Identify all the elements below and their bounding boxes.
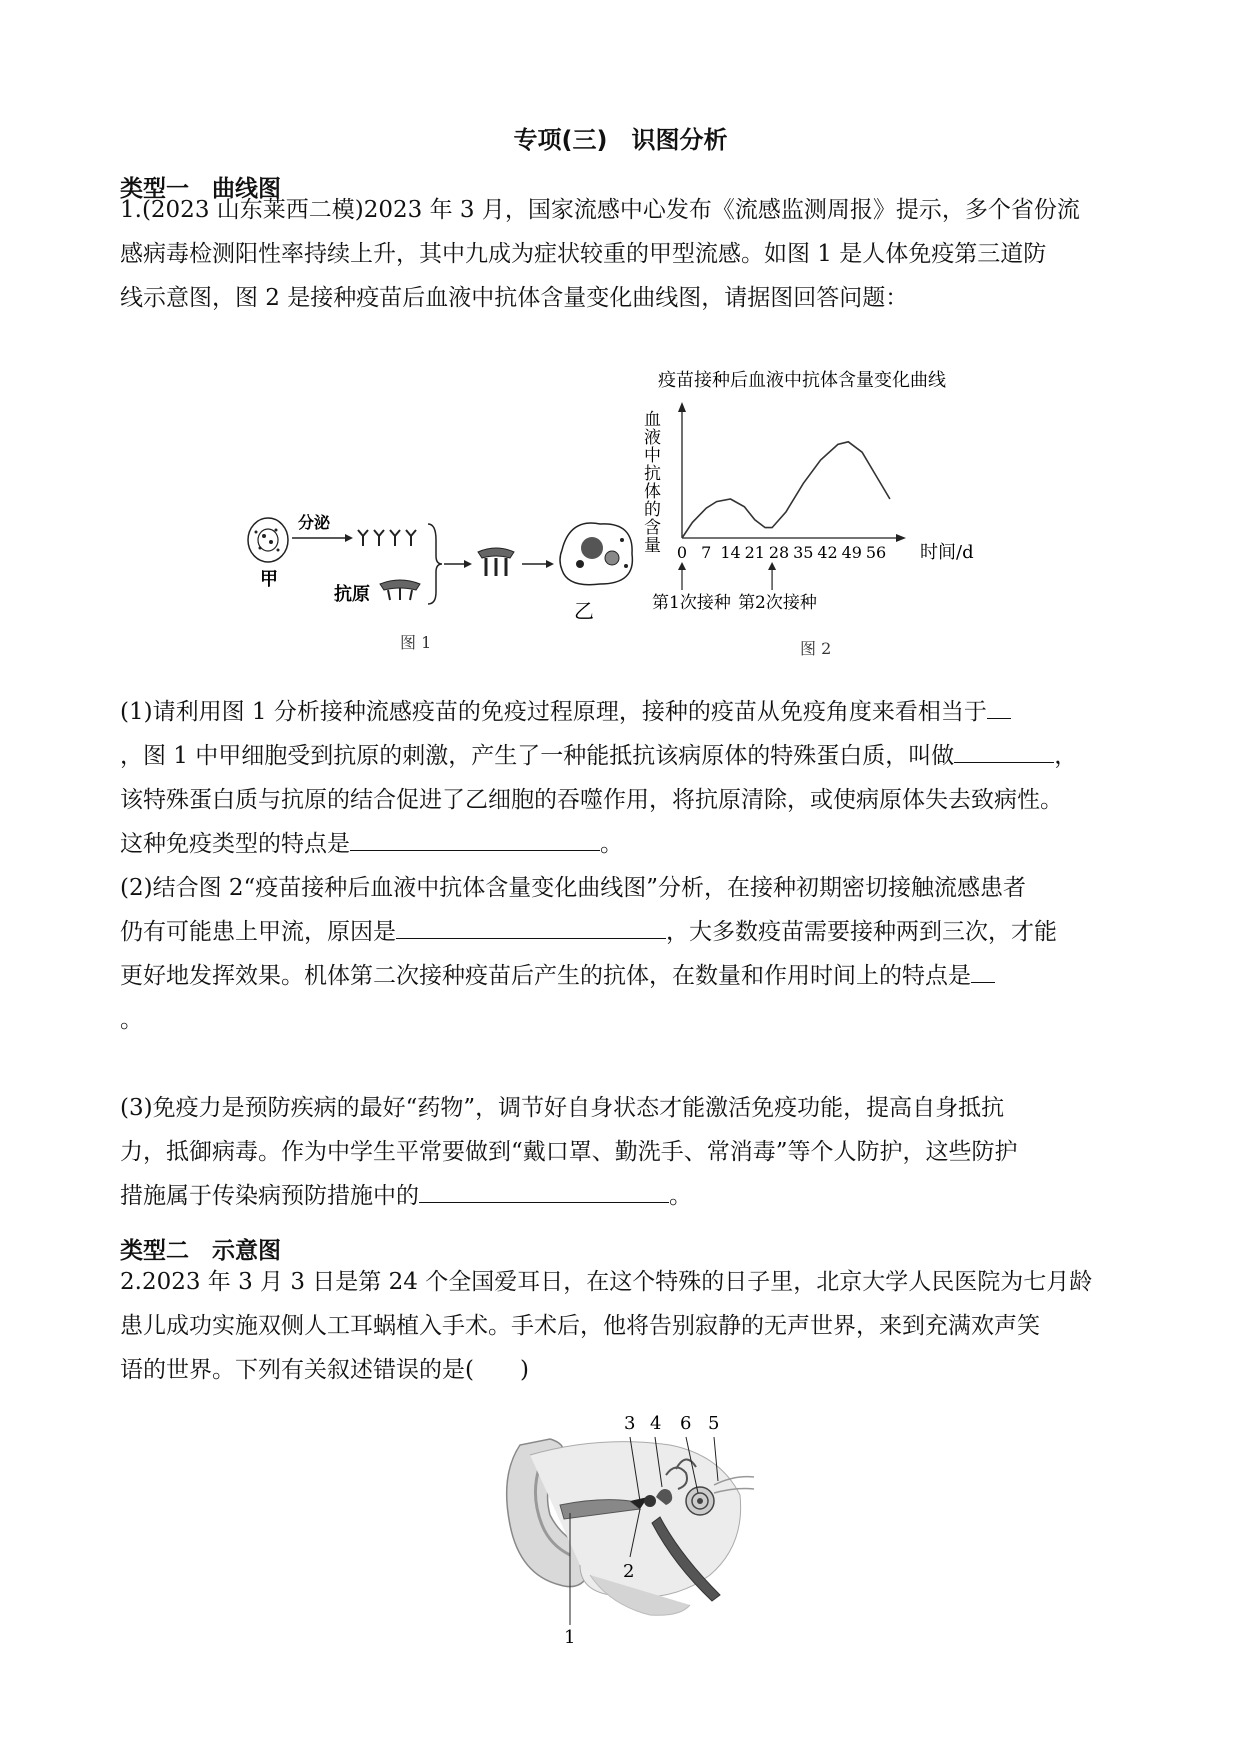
q1-p1-text: ，: [1054, 743, 1078, 769]
phagocyte-icon: [560, 523, 632, 585]
x-tick-label: 28: [768, 543, 790, 562]
answer-blank[interactable]: [396, 912, 666, 939]
x-tick-label: 49: [841, 543, 862, 562]
second-dose-label: 第2次接种: [738, 593, 817, 613]
question-1-part-1: [120, 690, 1130, 866]
q1-p1-text: 。: [600, 831, 623, 857]
q2-intro-line: 2.2023 年 3 月 3 日是第 24 个全国爱耳日，在这个特殊的日子里，北京大学人民医院为七月龄: [120, 1269, 1093, 1295]
q2-intro-line: 患儿成功实施双侧人工耳蜗植入手术。手术后，他将告别寂静的无声世界，来到充满欢声笑: [120, 1313, 1040, 1339]
chart-ylabel: 血液中抗体的含量: [640, 410, 660, 554]
chart-title: 疫苗接种后血液中抗体含量变化曲线: [658, 370, 946, 391]
ear-label-4: 4: [650, 1413, 662, 1434]
answer-blank[interactable]: [971, 956, 995, 983]
q2-intro-line: 语的世界。下列有关叙述错误的是( ): [120, 1357, 529, 1383]
q1-p2-text: ，大多数疫苗需要接种两到三次，才能: [666, 919, 1057, 945]
q1-p3-text: 力，抵御病毒。作为中学生平常要做到“戴口罩、勤洗手、常消毒”等个人防护，这些防护: [120, 1139, 1018, 1165]
page-title: 专项(三) 识图分析: [513, 126, 728, 154]
q1-p2-text: 更好地发挥效果。机体第二次接种疫苗后产生的抗体，在数量和作用时间上的特点是: [120, 963, 971, 989]
x-tick-label: 42: [817, 543, 838, 562]
brace: [428, 524, 442, 604]
q1-p2-text: 仍有可能患上甲流，原因是: [120, 919, 396, 945]
q1-p1-text: ，图 1 中甲细胞受到抗原的刺激，产生了一种能抵抗该病原体的特殊蛋白质，叫做: [120, 743, 955, 769]
figure-2-antibody-chart: [630, 360, 1010, 660]
ear-label-1: 1: [564, 1627, 576, 1645]
chart-axes: [678, 402, 906, 542]
x-tick-label: 35: [793, 543, 814, 562]
dose-arrows: [678, 562, 776, 590]
antigen-label: 抗原: [334, 584, 370, 605]
q1-intro-line: 1.(2023 山东莱西二模)2023 年 3 月，国家流感中心发布《流感监测周报》提示，多个省份流: [120, 197, 1080, 223]
question-1-intro: [120, 188, 1130, 320]
figure-1-caption: 图 1: [400, 633, 432, 652]
x-tick-label: 21: [744, 543, 765, 562]
question-1-part-3: [120, 1086, 1130, 1218]
section-heading-curve: 类型一 曲线图: [120, 176, 281, 202]
answer-blank[interactable]: [350, 824, 600, 851]
ear-label-5: 5: [708, 1413, 720, 1434]
ear-label-6: 6: [680, 1413, 692, 1434]
cell-a-label: 甲: [260, 569, 278, 590]
chart-x-ticks: [677, 543, 886, 562]
antibody-icon: [358, 530, 416, 546]
figure-1-immune-diagram: [240, 500, 640, 660]
x-tick-label: 14: [720, 543, 741, 562]
figure-2-caption: 图 2: [800, 639, 832, 658]
section-heading-schematic: 类型二 示意图: [120, 1238, 281, 1264]
q1-intro-line: 线示意图，图 2 是接种疫苗后血液中抗体含量变化曲线图，请据图回答问题：: [120, 285, 909, 311]
q1-p1-text: (1)请利用图 1 分析接种流感疫苗的免疫过程原理，接种的疫苗从免疫角度来看相当于: [120, 699, 987, 725]
x-tick-label: 7: [701, 543, 712, 562]
ear-label-3: 3: [624, 1413, 636, 1434]
cell-b-label: 乙: [574, 599, 594, 623]
x-tick-label: 56: [865, 543, 887, 562]
antibody-curve: [682, 442, 890, 538]
q1-p3-text: 。: [669, 1183, 692, 1209]
q1-p3-text: (3)免疫力是预防疾病的最好“药物”，调节好自身状态才能激活免疫功能，提高自身抵抗: [120, 1095, 1005, 1121]
q1-p3-text: 措施属于传染病预防措施中的: [120, 1183, 419, 1209]
q1-intro-line: 感病毒检测阳性率持续上升，其中九成为症状较重的甲型流感。如图 1 是人体免疫第三道防: [120, 241, 1047, 267]
answer-blank[interactable]: [954, 736, 1054, 763]
first-dose-label: 第1次接种: [652, 593, 731, 613]
plasma-cell-icon: [248, 518, 288, 562]
answer-blank[interactable]: [419, 1176, 669, 1203]
secrete-label: 分泌: [298, 513, 331, 532]
question-1-part-2: [120, 866, 1130, 1042]
question-2-intro: [120, 1260, 1130, 1392]
q1-p1-text: 该特殊蛋白质与抗原的结合促进了乙细胞的吞噬作用，将抗原清除，或使病原体失去致病性。: [120, 787, 1063, 813]
q1-p1-text: 这种免疫类型的特点是: [120, 831, 350, 857]
q1-p2-text: 。: [120, 1007, 143, 1033]
antigen-antibody-complex-icon: [478, 548, 514, 576]
x-tick-label: 0: [676, 543, 688, 562]
chart-xlabel: 时间/d: [920, 542, 974, 563]
q1-p2-text: (2)结合图 2“疫苗接种后血液中抗体含量变化曲线图”分析，在接种初期密切接触流感患者: [120, 875, 1027, 901]
answer-blank[interactable]: [987, 692, 1011, 719]
antigen-icon: [380, 580, 420, 600]
ear-label-2: 2: [623, 1561, 635, 1582]
ear-structure-diagram: [490, 1405, 760, 1645]
